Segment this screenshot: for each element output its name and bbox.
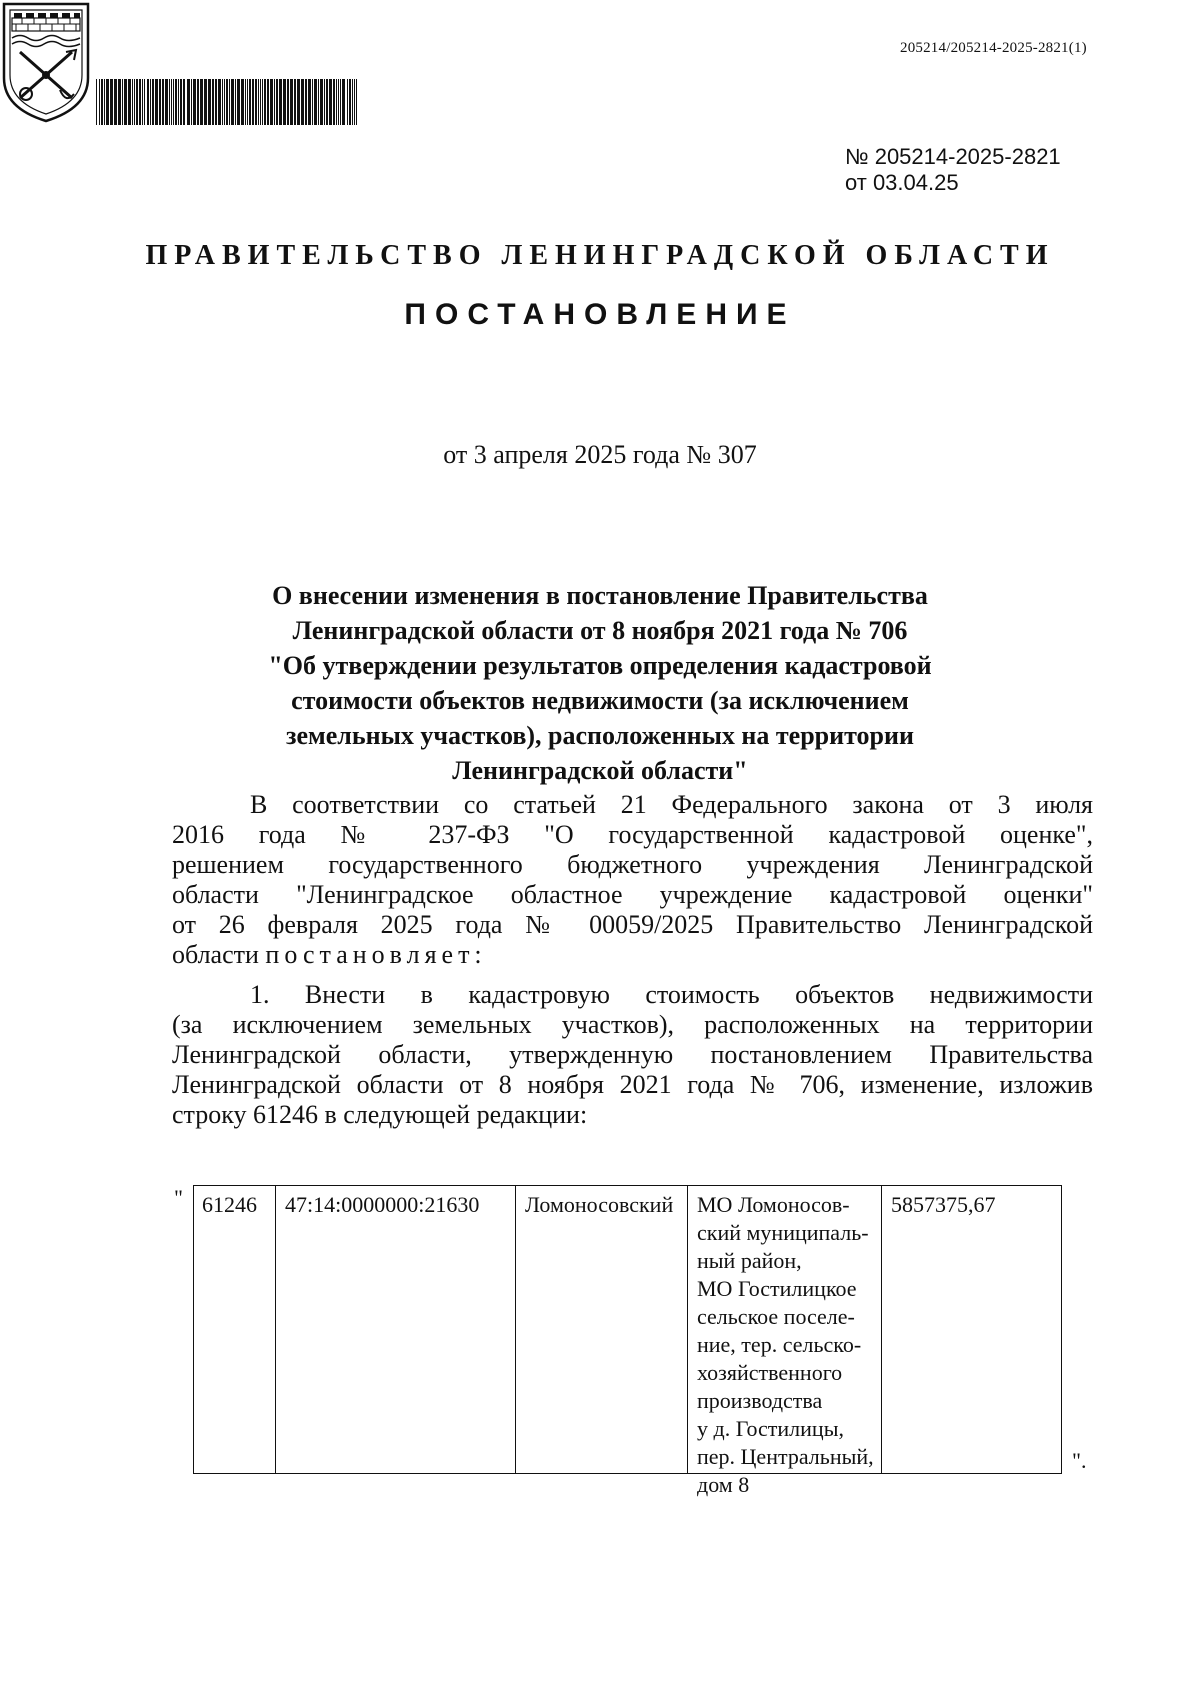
registration-date: от 03.04.25: [845, 170, 959, 195]
registration-number: № 205214-2025-2821: [845, 144, 1061, 169]
table-border: [687, 1185, 688, 1474]
address-line: производства: [697, 1388, 823, 1413]
clause-line: Ленинградской области, утвержденную постановлением Правительства: [172, 1040, 1093, 1069]
address-line: ный район,: [697, 1248, 802, 1273]
cadastral-number-cell: 47:14:0000000:21630: [285, 1192, 480, 1217]
title-line: стоимости объектов недвижимости (за исключением: [291, 686, 909, 715]
address-line: ский муниципаль-: [697, 1220, 869, 1245]
table-border: [515, 1185, 516, 1474]
opening-quote: ": [174, 1185, 183, 1210]
cadastral-value-cell: 5857375,67: [891, 1192, 996, 1217]
organization-name: ПРАВИТЕЛЬСТВО ЛЕНИНГРАДСКОЙ ОБЛАСТИ: [145, 240, 1055, 271]
address-line: ние, тер. сельско-: [697, 1332, 862, 1357]
clause-line: 1. Внести в кадастровую стоимость объектов недвижимости: [250, 980, 1093, 1009]
barcode: [96, 79, 360, 125]
address-cell: [697, 1191, 874, 1499]
amendment-table: [193, 1185, 1062, 1497]
preamble-line: В соответствии со статьей 21 Федерального закона от 3 июля: [250, 790, 1093, 819]
title-line: Ленинградской области": [452, 756, 748, 785]
title-line: О внесении изменения в постановление Правительства: [272, 581, 928, 610]
document-id: 205214/205214-2025-2821(1): [900, 40, 1087, 56]
table-bottom-border: [193, 1473, 1062, 1474]
address-line: хозяйственного: [697, 1360, 843, 1385]
coat-of-arms-emblem: [0, 0, 92, 125]
document-title: [200, 578, 1000, 788]
address-line: МО Ломоносов-: [697, 1192, 850, 1217]
row-number-cell: 61246: [202, 1192, 257, 1217]
document-date: от 3 апреля 2025 года № 307: [443, 440, 757, 469]
closing-quote: ".: [1072, 1448, 1087, 1473]
address-line: дом 8: [697, 1472, 750, 1497]
preamble-line: решением государственного бюджетного учреждения Ленинградской: [172, 850, 1093, 879]
title-line: земельных участков), расположенных на территории: [286, 721, 914, 750]
clause-line: строку 61246 в следующей редакции:: [172, 1100, 588, 1129]
preamble-line: от 26 февраля 2025 года № 00059/2025 Правительство Ленинградской: [172, 910, 1093, 939]
table-top-border: [193, 1185, 1062, 1186]
resolves-prefix: области: [172, 940, 259, 969]
clause-line: (за исключением земельных участков), расположенных на территории: [172, 1010, 1093, 1039]
table-border: [1061, 1185, 1062, 1474]
table-border: [275, 1185, 276, 1474]
clause-line: Ленинградской области от 8 ноября 2021 года № 706, изменение, изложив: [172, 1070, 1093, 1099]
address-line: МО Гостилицкое: [697, 1276, 857, 1301]
document-type: ПОСТАНОВЛЕНИЕ: [404, 298, 796, 331]
title-line: "Об утверждении результатов определения кадастровой: [268, 651, 932, 680]
address-line: сельское поселе-: [697, 1304, 855, 1329]
table-border: [193, 1185, 194, 1474]
resolves-word: постановляет:: [265, 940, 487, 969]
preamble-line: области "Ленинградское областное учреждение кадастровой оценки": [172, 880, 1093, 909]
preamble-line: 2016 года № 237-ФЗ "О государственной кадастровой оценке",: [172, 820, 1093, 849]
resolves-line: [172, 940, 1093, 970]
address-line: у д. Гостилицы,: [697, 1416, 844, 1441]
district-cell: Ломоносовский: [525, 1192, 674, 1217]
title-line: Ленинградской области от 8 ноября 2021 года № 706: [292, 616, 908, 645]
address-line: пер. Центральный,: [697, 1444, 874, 1469]
table-border: [881, 1185, 882, 1474]
